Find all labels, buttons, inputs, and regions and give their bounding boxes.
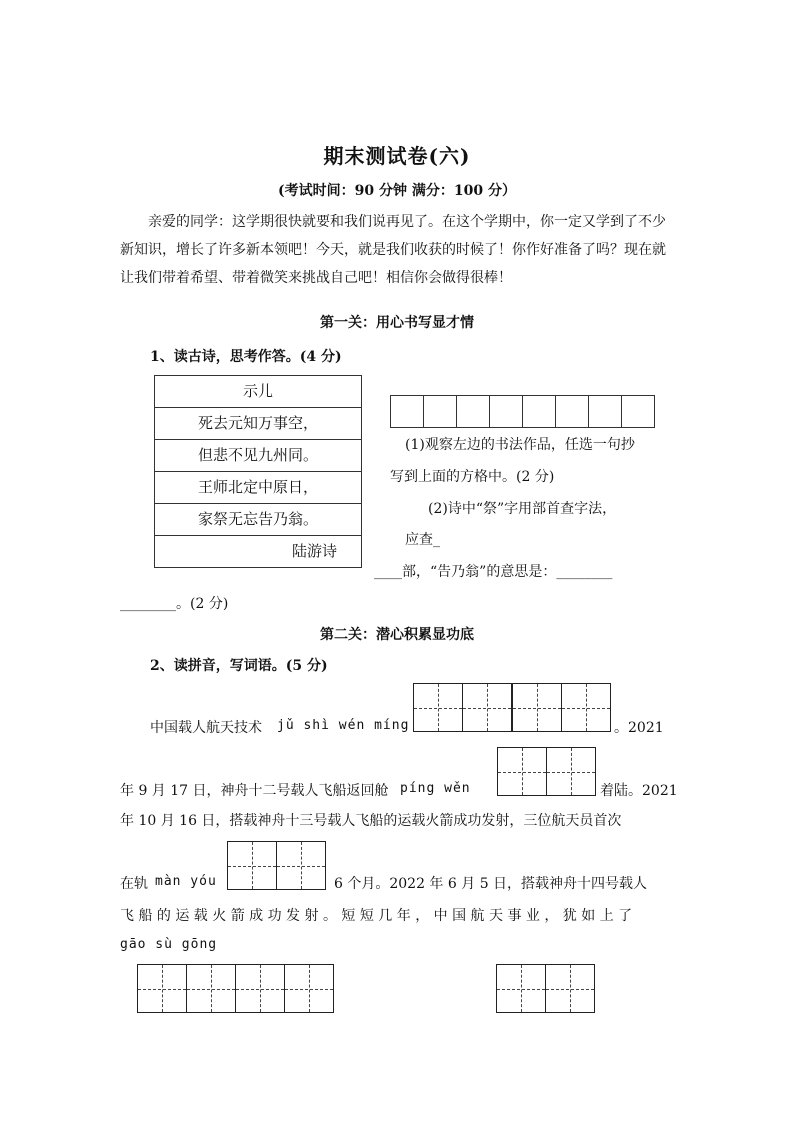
intro-paragraph: 亲爱的同学：这学期很快就要和我们说再见了。在这个学期中，你一定又学到了不少新知识，增长了许多新本领吧！今天，就是我们收获的时候了！你作好准备了吗？现在就让我们带着希望、带着微笑来挑战自己吧！相信你会做得很棒！ xyxy=(120,214,666,286)
section-1-title: 第一关：用心书写显才情 xyxy=(320,315,474,331)
q2-text: 年 10 月 16 日，搭载神舟十三号载人飞船的运载火箭成功发射，三位航天员首次 xyxy=(120,813,622,829)
writing-cell[interactable] xyxy=(391,396,424,427)
poem-title: 示儿 xyxy=(155,376,361,408)
q2-pinyin: jǔ shì wén míng xyxy=(277,718,410,733)
exam-info: (考试时间：90 分钟 满分：100 分） xyxy=(278,183,516,199)
poem-line: 家祭无忘告乃翁。 xyxy=(155,504,361,536)
q1-sub1-line2: 写到上面的方格中。(2 分) xyxy=(390,469,555,485)
poem-line: 王师北定中原日， xyxy=(155,472,361,504)
writing-cell[interactable] xyxy=(523,396,556,427)
tianzige-cell[interactable] xyxy=(277,842,325,889)
tianzige-cell[interactable] xyxy=(138,965,187,1012)
tianzige-cell[interactable] xyxy=(562,684,610,731)
q2-text: 中国载人航天技术 xyxy=(150,720,262,736)
writing-cell[interactable] xyxy=(424,396,457,427)
tianzige-answer-2[interactable] xyxy=(497,747,596,796)
tianzige-cell[interactable] xyxy=(285,965,333,1012)
tianzige-cell[interactable] xyxy=(187,965,236,1012)
tianzige-answer-4[interactable] xyxy=(137,964,334,1013)
writing-cell[interactable] xyxy=(490,396,523,427)
tianzige-cell[interactable] xyxy=(547,748,595,795)
tianzige-cell[interactable] xyxy=(513,684,562,731)
page-title: 期末测试卷(六) xyxy=(323,144,471,168)
writing-cell[interactable] xyxy=(457,396,490,427)
tianzige-answer-1[interactable] xyxy=(413,683,611,732)
writing-cell[interactable] xyxy=(622,396,654,427)
tianzige-cell[interactable] xyxy=(228,842,277,889)
q2-text: 着陆。2021 xyxy=(600,783,678,799)
q2-text: 飞 船 的 运 载 火 箭 成 功 发 射 。 短 短 几 年 ， 中 国 航 天 事 业 ， 犹 如 上 了 xyxy=(120,908,633,924)
q2-text: 在轨 xyxy=(120,876,148,892)
q1-sub1-line1: (1)观察左边的书法作品，任选一句抄 xyxy=(405,437,635,453)
poem-line: 但悲不见九州同。 xyxy=(155,440,361,472)
q2-text: 。2021 xyxy=(614,720,664,736)
q1-sub2-line3: ____部，“告乃翁”的意思是：________ xyxy=(374,564,613,580)
poem-line: 死去元知万事空， xyxy=(155,408,361,440)
writing-cell[interactable] xyxy=(556,396,589,427)
tianzige-cell[interactable] xyxy=(546,965,594,1012)
tianzige-cell[interactable] xyxy=(497,965,546,1012)
poem-table xyxy=(154,375,362,568)
q2-pinyin: màn yóu xyxy=(155,874,217,889)
tianzige-answer-5[interactable] xyxy=(496,964,595,1013)
q2-text: 年 9 月 17 日，神舟十二号载人飞船返回舱 xyxy=(120,783,389,799)
tianzige-cell[interactable] xyxy=(236,965,285,1012)
tianzige-cell[interactable] xyxy=(463,684,513,731)
question-2-heading: 2、读拼音，写词语。(5 分) xyxy=(150,658,328,674)
q2-pinyin: píng wěn xyxy=(400,781,471,796)
poem-author: 陆游诗 xyxy=(291,542,337,560)
q2-pinyin: gāo sù gōng xyxy=(120,937,218,952)
copy-writing-grid[interactable] xyxy=(390,395,655,428)
tianzige-cell[interactable] xyxy=(498,748,547,795)
q1-sub2-line2: 应查_ xyxy=(405,532,440,548)
section-2-title: 第二关：潜心积累显功底 xyxy=(320,627,474,643)
q2-text: 6 个月。2022 年 6 月 5 日，搭载神舟十四号载人 xyxy=(334,876,648,892)
q1-sub2-line4: ________。(2 分) xyxy=(120,596,229,612)
q1-sub2-line1: (2)诗中“祭”字用部首查字法， xyxy=(428,501,617,517)
tianzige-answer-3[interactable] xyxy=(227,841,326,890)
question-1-heading: 1、读古诗，思考作答。(4 分) xyxy=(150,349,342,365)
writing-cell[interactable] xyxy=(589,396,622,427)
tianzige-cell[interactable] xyxy=(414,684,463,731)
